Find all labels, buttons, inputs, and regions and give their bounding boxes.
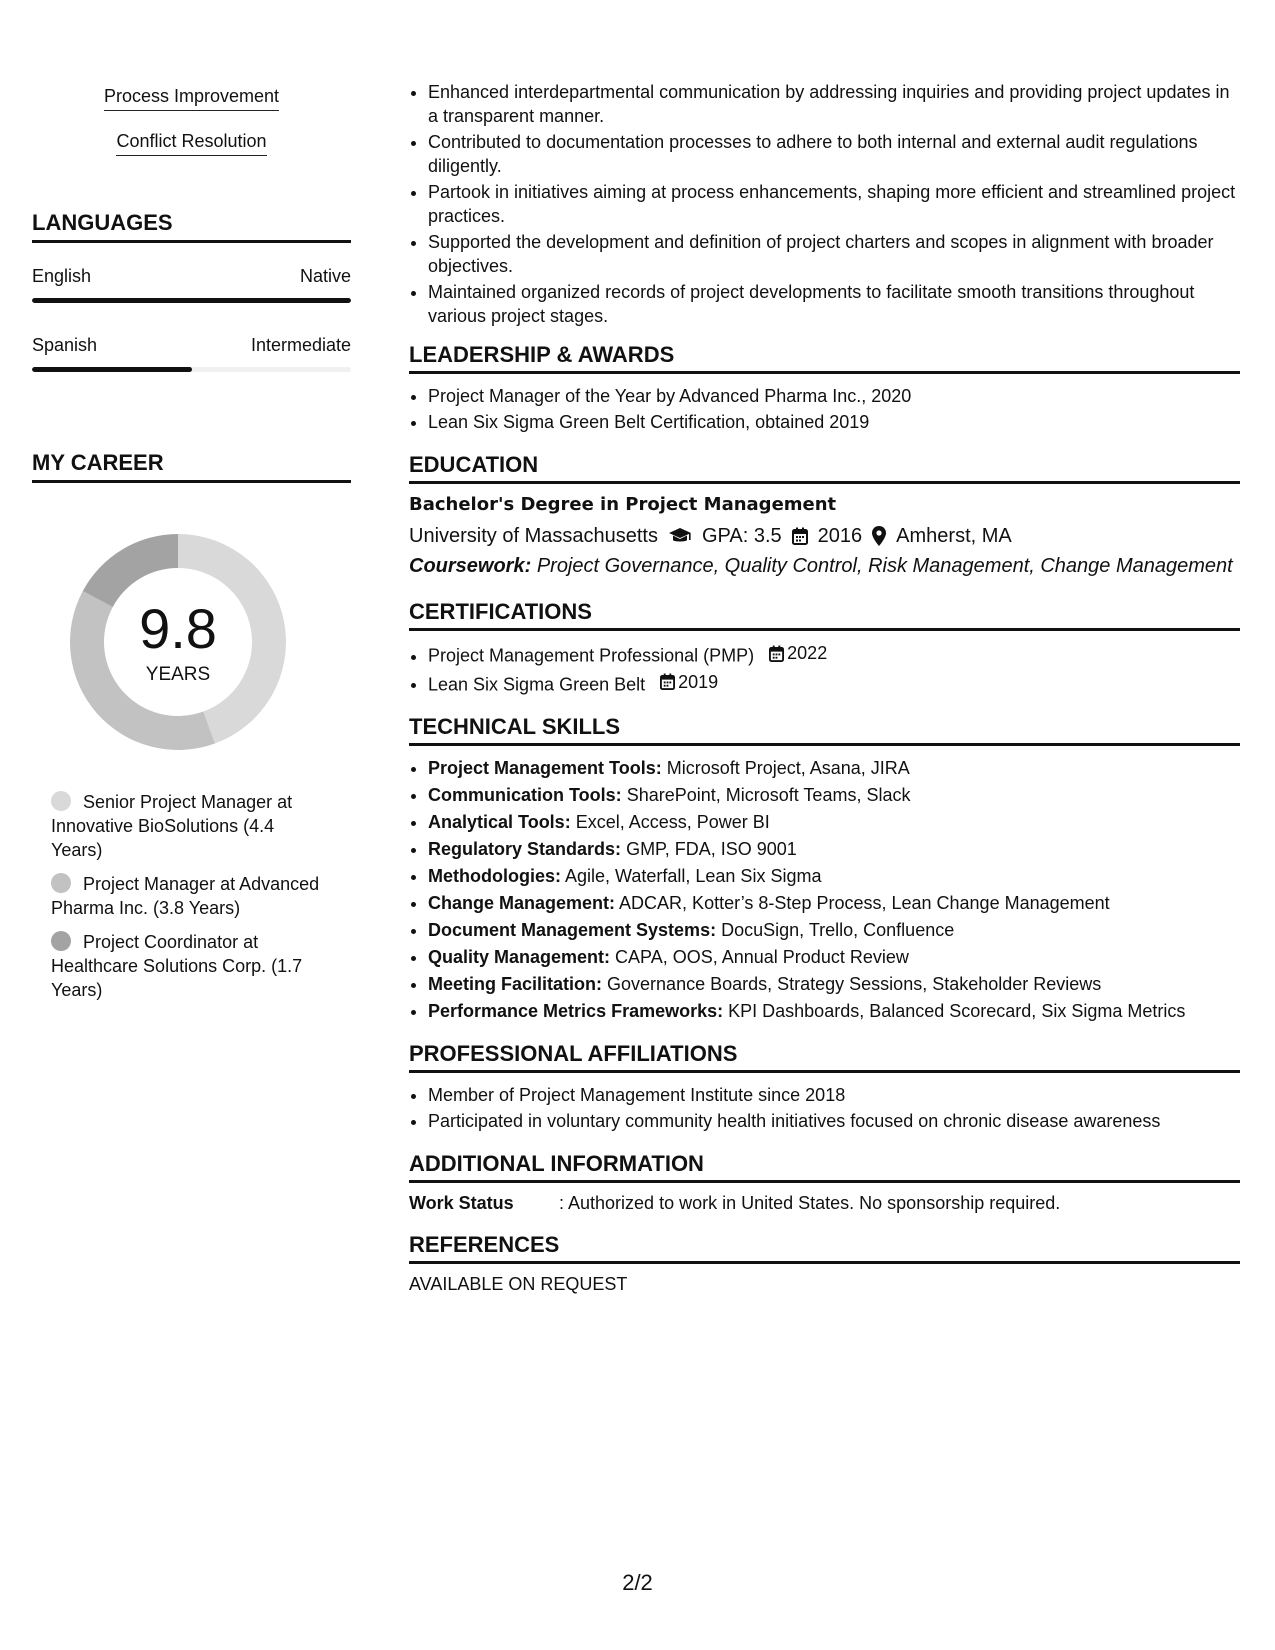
technical-skills-heading: TECHNICAL SKILLS <box>409 714 1240 746</box>
technical-skill-item <box>428 972 1240 996</box>
technical-skill-item <box>428 945 1240 969</box>
leadership-item: • Lean Six Sigma Green Belt Certification, obtained 2019 <box>428 410 1240 434</box>
skill-tag: Process Improvement <box>104 86 279 111</box>
certification-date <box>660 670 718 694</box>
skill-values: DocuSign, Trello, Confluence <box>721 920 955 940</box>
language-name: Spanish <box>32 335 98 355</box>
legend-dot <box>51 791 71 811</box>
language-proficiency-fill <box>32 298 351 303</box>
work-status-row <box>409 1193 1240 1214</box>
technical-skill-item <box>428 837 1240 861</box>
career-legend <box>51 790 321 1012</box>
career-legend-item <box>51 790 321 862</box>
language-row <box>32 266 351 287</box>
calendar-icon <box>792 527 808 545</box>
work-status-value: : Authorized to work in United States. No sponsorship required. <box>559 1193 1061 1213</box>
page-number: 2/2 <box>622 1570 653 1595</box>
calendar-icon <box>769 645 784 662</box>
technical-skill-item <box>428 999 1240 1023</box>
degree-title: Bachelor's Degree in Project Management <box>409 494 837 515</box>
career-legend-item <box>51 930 321 1002</box>
career-donut-chart <box>66 530 290 754</box>
skill-values: KPI Dashboards, Balanced Scorecard, Six Sigma Metrics <box>728 1001 1186 1021</box>
skill-values: Excel, Access, Power BI <box>575 812 770 832</box>
affiliations-list <box>409 1083 1240 1133</box>
skill-category: Performance Metrics Frameworks: <box>428 1001 724 1021</box>
skill-values: CAPA, OOS, Annual Product Review <box>615 947 909 967</box>
experience-bullet: • Partook in initiatives aiming at process enhancements, shaping more efficient and streamlined project practices. <box>428 180 1240 228</box>
affiliation-item: • Member of Project Management Institute since 2018 <box>428 1083 1240 1107</box>
skill-tag: Conflict Resolution <box>116 131 266 156</box>
skill-category: Quality Management: <box>428 947 611 967</box>
graduation-cap-icon <box>668 527 692 545</box>
references-text: AVAILABLE ON REQUEST <box>409 1274 628 1294</box>
language-level: Intermediate <box>250 335 351 355</box>
coursework-list: Project Governance, Quality Control, Risk Management, Change Management <box>536 555 1233 577</box>
technical-skill-item <box>428 783 1240 807</box>
certification-item <box>428 670 1240 697</box>
work-status-label: Work Status <box>409 1193 514 1213</box>
skill-category: Document Management Systems: <box>428 920 717 940</box>
coursework <box>409 551 1240 581</box>
legend-dot <box>51 873 71 893</box>
skill-values: Microsoft Project, Asana, JIRA <box>666 758 910 778</box>
languages-heading: LANGUAGES <box>32 210 351 243</box>
affiliations-heading: PROFESSIONAL AFFILIATIONS <box>409 1041 1240 1073</box>
education-details <box>409 521 1240 551</box>
certification-year: 2019 <box>678 671 719 692</box>
leadership-heading: LEADERSHIP & AWARDS <box>409 342 1240 374</box>
skill-category: Project Management Tools: <box>428 758 662 778</box>
certification-year: 2022 <box>787 643 828 663</box>
education-heading: EDUCATION <box>409 452 1240 484</box>
career-legend-item <box>51 872 321 920</box>
graduation-year: 2016 <box>817 525 863 547</box>
certifications-heading: CERTIFICATIONS <box>409 599 1240 631</box>
main-content <box>409 80 1240 1295</box>
technical-skill-item <box>428 756 1240 780</box>
language-name: English <box>32 266 92 286</box>
technical-skills-list <box>409 756 1240 1023</box>
language-proficiency-bar <box>32 367 351 372</box>
skill-values: Agile, Waterfall, Lean Six Sigma <box>565 866 822 886</box>
experience-bullet: • Supported the development and definition of project charters and scopes in alignment with broader objectives. <box>428 230 1240 278</box>
experience-bullet: • Enhanced interdepartmental communication by addressing inquiries and providing project updates in a transparent manner. <box>428 80 1240 128</box>
career-total-unit: YEARS <box>145 664 211 685</box>
certification-item <box>428 641 1240 668</box>
skill-category: Methodologies: <box>428 866 561 886</box>
leadership-item: • Project Manager of the Year by Advanced Pharma Inc., 2020 <box>428 384 1240 408</box>
technical-skill-item <box>428 918 1240 942</box>
coursework-label: Coursework: <box>409 555 532 577</box>
skill-category: Regulatory Standards: <box>428 839 622 859</box>
skill-category: Change Management: <box>428 893 616 913</box>
technical-skill-item <box>428 864 1240 888</box>
technical-skill-item <box>428 810 1240 834</box>
language-proficiency-bar <box>32 298 351 303</box>
language-proficiency-fill <box>32 367 192 372</box>
certification-name: Lean Six Sigma Green Belt <box>428 674 646 694</box>
skill-tags <box>32 86 351 176</box>
career-role-label: Project Manager at Advanced Pharma Inc. (3.8 Years) <box>51 874 320 918</box>
language-row <box>32 335 351 356</box>
skill-values: GMP, FDA, ISO 9001 <box>626 839 797 859</box>
career-role-label: Senior Project Manager at Innovative BioSolutions (4.4 Years) <box>51 792 293 860</box>
school-name: University of Massachusetts <box>409 525 658 547</box>
experience-bullet: • Contributed to documentation processes to adhere to both internal and external audit regulations diligently. <box>428 130 1240 178</box>
skill-category: Communication Tools: <box>428 785 622 805</box>
skill-category: Meeting Facilitation: <box>428 974 603 994</box>
certification-date <box>769 641 827 665</box>
skill-values: ADCAR, Kotter’s 8-Step Process, Lean Change Management <box>619 893 1110 913</box>
school-location: Amherst, MA <box>896 525 1012 547</box>
legend-dot <box>51 931 71 951</box>
skill-category: Analytical Tools: <box>428 812 571 832</box>
gpa: GPA: 3.5 <box>701 525 782 547</box>
map-pin-icon <box>872 526 886 546</box>
certifications-list <box>409 641 1240 696</box>
experience-bullets <box>409 80 1240 328</box>
additional-info-heading: ADDITIONAL INFORMATION <box>409 1151 1240 1183</box>
calendar-icon <box>660 673 675 690</box>
career-heading: MY CAREER <box>32 450 351 483</box>
experience-bullet: • Maintained organized records of project developments to facilitate smooth transitions throughout various project stages. <box>428 280 1240 328</box>
career-total-value: 9.8 <box>139 597 217 660</box>
language-level: Native <box>299 266 351 286</box>
technical-skill-item <box>428 891 1240 915</box>
leadership-list <box>409 384 1240 434</box>
skill-values: Governance Boards, Strategy Sessions, Stakeholder Reviews <box>607 974 1102 994</box>
references-heading: REFERENCES <box>409 1232 1240 1264</box>
skill-values: SharePoint, Microsoft Teams, Slack <box>626 785 911 805</box>
affiliation-item: • Participated in voluntary community health initiatives focused on chronic disease awareness <box>428 1109 1240 1133</box>
career-role-label: Project Coordinator at Healthcare Solutions Corp. (1.7 Years) <box>51 932 303 1000</box>
certification-name: Project Management Professional (PMP) <box>428 645 755 666</box>
